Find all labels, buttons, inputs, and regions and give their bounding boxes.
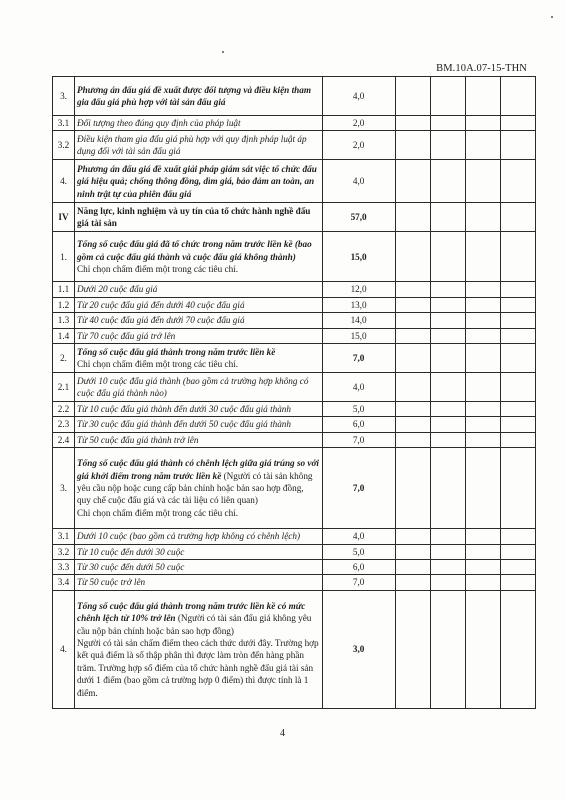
max-score: 14,0	[322, 313, 395, 328]
empty-cell	[395, 402, 430, 417]
criterion-heading: Tổng số cuộc đấu giá thành trong năm trước liền kề	[77, 346, 276, 357]
criterion-text: Dưới 20 cuộc đấu giá	[75, 282, 323, 297]
criterion-text: Năng lực, kinh nghiệm và uy tín của tổ chức hành nghề đấu giá tài sản	[75, 203, 323, 232]
empty-cell	[395, 417, 430, 432]
table-row	[53, 560, 536, 575]
empty-cell	[395, 131, 430, 160]
criterion-text: Phương án đấu giá đề xuất được đối tượng và điều kiện tham gia đấu giá phù hợp với tài sản đấu giá	[75, 77, 323, 116]
empty-cell	[395, 232, 430, 282]
empty-cell	[465, 373, 500, 402]
empty-cell	[395, 160, 430, 203]
empty-cell	[465, 160, 500, 203]
criterion-text: Dưới 10 cuộc đấu giá thành (bao gồm cả trường hợp không có cuộc đấu giá thành nào)	[75, 373, 323, 402]
row-number: 3.	[53, 448, 75, 529]
table-row	[53, 544, 536, 559]
table-row	[53, 432, 536, 447]
row-number: IV	[53, 203, 75, 232]
empty-cell	[465, 402, 500, 417]
criterion-text: Từ 40 cuộc đấu giá đến dưới 70 cuộc đấu giá	[75, 313, 323, 328]
max-score: 4,0	[322, 77, 395, 116]
empty-cell	[430, 575, 465, 590]
table-row	[53, 373, 536, 402]
empty-cell	[395, 297, 430, 312]
empty-cell	[500, 232, 535, 282]
empty-cell	[395, 448, 430, 529]
criterion-note: Chỉ chọn chấm điểm một trong các tiêu chí.	[77, 264, 239, 275]
table-row	[53, 575, 536, 590]
empty-cell	[500, 160, 535, 203]
max-score: 2,0	[322, 116, 395, 131]
max-score: 4,0	[322, 160, 395, 203]
row-number: 3.2	[53, 544, 75, 559]
empty-cell	[465, 328, 500, 343]
empty-cell	[465, 560, 500, 575]
criterion-heading: Tổng số cuộc đấu giá thành có chênh lệch giữa giá trúng so với giá khởi điểm trong năm trước liền kề	[77, 458, 319, 481]
criterion-text: Từ 10 cuộc đấu giá thành đến dưới 30 cuộc đấu giá thành	[75, 402, 323, 417]
criterion-text: Từ 50 cuộc đấu giá thành trở lên	[75, 432, 323, 447]
row-number: 1.4	[53, 328, 75, 343]
max-score: 7,0	[322, 448, 395, 529]
max-score: 2,0	[322, 131, 395, 160]
criterion-text: Đối tượng theo đúng quy định của pháp luật	[75, 116, 323, 131]
empty-cell	[430, 313, 465, 328]
empty-cell	[465, 344, 500, 373]
table-row	[53, 344, 536, 373]
max-score: 7,0	[322, 432, 395, 447]
empty-cell	[395, 328, 430, 343]
empty-cell	[395, 373, 430, 402]
criterion-text: Từ 70 cuộc đấu giá trở lên	[75, 328, 323, 343]
table-row	[53, 282, 536, 297]
empty-cell	[395, 560, 430, 575]
row-number: 1.3	[53, 313, 75, 328]
empty-cell	[395, 590, 430, 708]
max-score: 6,0	[322, 560, 395, 575]
empty-cell	[430, 344, 465, 373]
empty-cell	[395, 344, 430, 373]
table-row	[53, 160, 536, 203]
criterion-text: Từ 30 cuộc đến dưới 50 cuộc	[75, 560, 323, 575]
empty-cell	[430, 297, 465, 312]
empty-cell	[500, 282, 535, 297]
max-score: 7,0	[322, 575, 395, 590]
row-number: 2.4	[53, 432, 75, 447]
max-score: 3,0	[322, 590, 395, 708]
criterion-text: Điều kiện tham gia đấu giá phù hợp với quy định pháp luật áp dụng đối với tài sản đấu giá	[75, 131, 323, 160]
empty-cell	[430, 448, 465, 529]
max-score: 57,0	[322, 203, 395, 232]
criterion-cell	[75, 344, 323, 373]
row-number: 3.4	[53, 575, 75, 590]
empty-cell	[430, 560, 465, 575]
criterion-heading: Tổng số cuộc đấu giá đã tổ chức trong năm trước liền kề (bao gồm cả cuộc đấu giá thành và cuộc đấu giá không thành)	[77, 239, 312, 262]
criterion-text: Từ 20 cuộc đấu giá đến dưới 40 cuộc đấu giá	[75, 297, 323, 312]
empty-cell	[430, 373, 465, 402]
empty-cell	[465, 313, 500, 328]
table-row	[53, 131, 536, 160]
row-number: 3.1	[53, 529, 75, 544]
max-score: 5,0	[322, 544, 395, 559]
empty-cell	[465, 203, 500, 232]
empty-cell	[395, 282, 430, 297]
empty-cell	[430, 203, 465, 232]
max-score: 12,0	[322, 282, 395, 297]
scan-speck	[551, 16, 553, 18]
empty-cell	[430, 544, 465, 559]
criterion-text: Từ 30 cuộc đấu giá thành đến dưới 50 cuộc đấu giá thành	[75, 417, 323, 432]
empty-cell	[465, 529, 500, 544]
empty-cell	[395, 203, 430, 232]
empty-cell	[430, 77, 465, 116]
max-score: 7,0	[322, 344, 395, 373]
empty-cell	[465, 232, 500, 282]
empty-cell	[395, 116, 430, 131]
criterion-cell	[75, 232, 323, 282]
scan-speck	[222, 51, 224, 53]
empty-cell	[500, 313, 535, 328]
empty-cell	[465, 116, 500, 131]
empty-cell	[430, 590, 465, 708]
empty-cell	[500, 328, 535, 343]
empty-cell	[395, 313, 430, 328]
max-score: 4,0	[322, 529, 395, 544]
max-score: 6,0	[322, 417, 395, 432]
max-score: 5,0	[322, 402, 395, 417]
empty-cell	[395, 432, 430, 447]
empty-cell	[500, 575, 535, 590]
empty-cell	[465, 448, 500, 529]
empty-cell	[500, 116, 535, 131]
table-row	[53, 297, 536, 312]
criterion-text: Từ 10 cuộc đến dưới 30 cuộc	[75, 544, 323, 559]
empty-cell	[500, 373, 535, 402]
max-score: 13,0	[322, 297, 395, 312]
row-number: 1.1	[53, 282, 75, 297]
max-score: 15,0	[322, 232, 395, 282]
empty-cell	[430, 417, 465, 432]
criterion-text: Dưới 10 cuộc (bao gồm cả trường hợp không có chênh lệch)	[75, 529, 323, 544]
empty-cell	[465, 590, 500, 708]
empty-cell	[465, 544, 500, 559]
empty-cell	[500, 432, 535, 447]
max-score: 15,0	[322, 328, 395, 343]
empty-cell	[430, 232, 465, 282]
row-number: 3.1	[53, 116, 75, 131]
table-row	[53, 313, 536, 328]
empty-cell	[500, 77, 535, 116]
empty-cell	[430, 328, 465, 343]
max-score: 4,0	[322, 373, 395, 402]
row-number: 3.3	[53, 560, 75, 575]
row-number: 1.	[53, 232, 75, 282]
empty-cell	[500, 529, 535, 544]
empty-cell	[500, 590, 535, 708]
table-row	[53, 529, 536, 544]
empty-cell	[500, 544, 535, 559]
empty-cell	[430, 131, 465, 160]
empty-cell	[500, 402, 535, 417]
criterion-cell	[75, 448, 323, 529]
table-row	[53, 328, 536, 343]
criterion-heading: Tổng số cuộc đấu giá thành trong năm trước liền kề có mức chênh lệch từ 10% trở lên	[77, 600, 306, 624]
empty-cell	[500, 344, 535, 373]
criterion-note: Người có tài sản chấm điểm theo cách thức dưới đây. Trường hợp kết quả điểm là số thập phân thì được làm tròn đến hàng phần trăm. Trường hợp số điểm của tổ chức hành nghề đấu giá tài sản dưới 1 điểm (bao gồm cả trường hợp 0 điểm) thì được tính là 1 điểm.	[77, 637, 319, 698]
empty-cell	[500, 448, 535, 529]
row-number: 3.2	[53, 131, 75, 160]
empty-cell	[500, 297, 535, 312]
scoring-table	[52, 76, 536, 709]
criterion-detail: (Người có tài sản không yêu cầu nộp hoặc cung cấp bản chính hoặc bản sao hợp đồng, quy chế cuộc đấu giá và các tài liệu có liên quan)	[77, 470, 313, 506]
criterion-text: Phương án đấu giá đề xuất giải pháp giám sát việc tổ chức đấu giá hiệu quả; chống thông đồng, dìm giá, bảo đảm an toàn, an ninh trật tự của phiên đấu giá	[75, 160, 323, 203]
page-number: 4	[280, 728, 285, 739]
row-number: 4.	[53, 160, 75, 203]
table-row	[53, 203, 536, 232]
table-row	[53, 77, 536, 116]
empty-cell	[500, 417, 535, 432]
criterion-note: Chỉ chọn chấm điểm một trong các tiêu chí.	[77, 507, 239, 518]
empty-cell	[500, 131, 535, 160]
empty-cell	[430, 160, 465, 203]
empty-cell	[465, 575, 500, 590]
row-number: 2.2	[53, 402, 75, 417]
row-number: 1.2	[53, 297, 75, 312]
criterion-text: Từ 50 cuộc trở lên	[75, 575, 323, 590]
empty-cell	[395, 77, 430, 116]
empty-cell	[430, 282, 465, 297]
document-code: BM.10A.07-15-THN	[436, 63, 527, 74]
table-row	[53, 116, 536, 131]
table-row	[53, 417, 536, 432]
criterion-cell	[75, 590, 323, 708]
empty-cell	[465, 282, 500, 297]
table-row	[53, 590, 536, 708]
empty-cell	[430, 402, 465, 417]
empty-cell	[430, 116, 465, 131]
empty-cell	[395, 529, 430, 544]
row-number: 4.	[53, 590, 75, 708]
row-number: 2.	[53, 344, 75, 373]
row-number: 2.3	[53, 417, 75, 432]
empty-cell	[465, 432, 500, 447]
table-row	[53, 402, 536, 417]
empty-cell	[465, 77, 500, 116]
empty-cell	[430, 432, 465, 447]
empty-cell	[430, 529, 465, 544]
empty-cell	[465, 131, 500, 160]
empty-cell	[395, 575, 430, 590]
empty-cell	[500, 560, 535, 575]
table-row	[53, 232, 536, 282]
criterion-note: Chỉ chọn chấm điểm một trong các tiêu chí.	[77, 359, 239, 370]
empty-cell	[465, 297, 500, 312]
table-row	[53, 448, 536, 529]
empty-cell	[465, 417, 500, 432]
criterion-detail: (Người có tài sản đấu giá không yêu cầu nộp bản chính hoặc bản sao hợp đồng)	[77, 613, 312, 636]
row-number: 3.	[53, 77, 75, 116]
empty-cell	[500, 203, 535, 232]
row-number: 2.1	[53, 373, 75, 402]
empty-cell	[395, 544, 430, 559]
